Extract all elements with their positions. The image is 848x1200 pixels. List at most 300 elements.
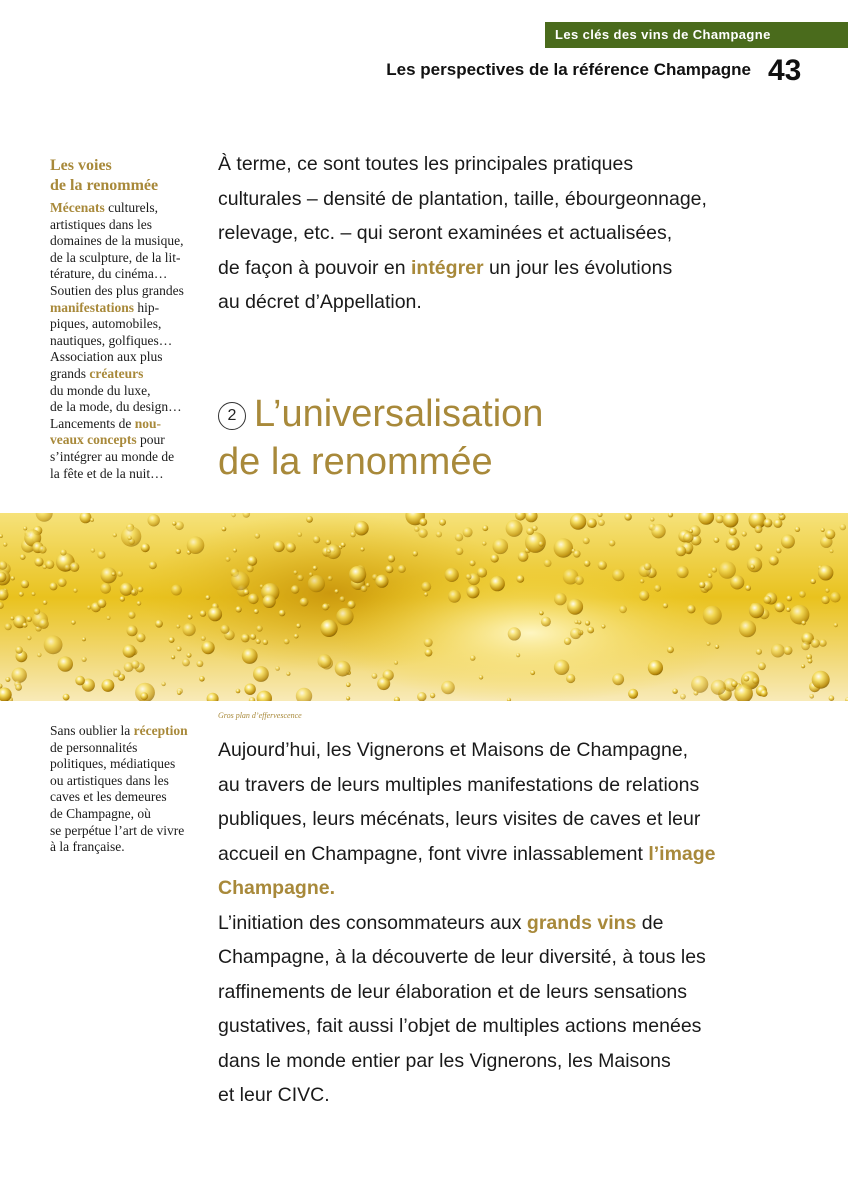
bubble: [756, 649, 762, 655]
bubble: [640, 579, 644, 583]
bubble: [811, 639, 820, 648]
bubble: [82, 657, 87, 662]
text-run: L’initiation des consommateurs aux: [218, 911, 527, 934]
bubble: [612, 569, 624, 581]
bubble: [21, 580, 29, 588]
bubble: [825, 588, 829, 592]
bubble: [786, 596, 792, 602]
bubble: [799, 591, 806, 598]
bubble: [769, 556, 779, 566]
text-run: culturales – densité de plantation, taille, ébourgeonnage,: [218, 187, 707, 210]
text-line: [218, 1009, 778, 1044]
paragraph-intro: [218, 147, 778, 320]
bubble: [120, 596, 125, 601]
bubble: [544, 559, 552, 567]
text-run: Champagne, à la découverte de leur diversité, à tous les: [218, 946, 706, 968]
bubble: [236, 689, 241, 694]
text-run: au décret d’Appellation.: [218, 291, 422, 313]
bubble: [172, 521, 176, 525]
bubble: [297, 575, 303, 581]
bubble: [541, 617, 551, 627]
bubble: [97, 599, 106, 608]
paragraph-image-champagne: [218, 733, 778, 1113]
bubble: [730, 575, 744, 589]
bubble: [236, 606, 242, 612]
bubble: [19, 592, 24, 597]
text-line: [50, 333, 210, 350]
bubble: [176, 549, 181, 554]
bubble: [241, 634, 250, 643]
text-run: Sans oublier la: [50, 723, 134, 738]
bubble: [318, 654, 332, 668]
image-caption: Gros plan d’effervescence: [218, 711, 302, 720]
bubble: [335, 661, 351, 677]
bubble: [322, 603, 329, 610]
bubble: [539, 611, 544, 616]
text-run: se perpétue l’art de vivre: [50, 822, 185, 838]
bubble: [202, 641, 215, 654]
bubble: [128, 611, 135, 618]
bubble: [138, 586, 144, 592]
text-run: la fête et de la nuit…: [50, 465, 164, 481]
bubble: [680, 694, 686, 700]
bubble: [220, 625, 229, 634]
bubble: [205, 595, 210, 600]
bubble: [781, 535, 795, 549]
bubble: [320, 620, 337, 637]
section-heading: [218, 390, 543, 486]
bubble: [340, 596, 346, 602]
text-run: nautiques, golfiques…: [50, 332, 173, 348]
bubble: [412, 551, 418, 557]
text-line: [218, 768, 778, 803]
bubble: [506, 520, 523, 537]
text-line: [218, 906, 778, 941]
bubble: [123, 645, 136, 658]
bubble: [776, 548, 782, 554]
bubble: [293, 570, 297, 574]
bubble: [87, 605, 91, 609]
bubble: [818, 565, 833, 580]
text-line: [50, 399, 210, 416]
bubble: [23, 526, 27, 530]
bubble: [43, 565, 47, 569]
bubble: [445, 568, 459, 582]
bubble: [199, 676, 205, 682]
bubble: [326, 539, 332, 545]
bubble: [554, 660, 569, 675]
bubble: [183, 623, 196, 636]
text-run: raffinements de leur élaboration et de leurs sensations: [218, 980, 688, 1003]
bubble: [254, 609, 259, 614]
bubble: [731, 545, 736, 550]
text-line: [50, 217, 210, 234]
text-run: À terme, ce sont toutes les principales pratiques: [218, 153, 634, 175]
bubble: [573, 550, 581, 558]
text-line: [50, 789, 210, 806]
bubble: [477, 567, 487, 577]
bubble: [758, 662, 766, 670]
bubble: [187, 615, 192, 620]
bubble: [414, 526, 419, 531]
bubble: [424, 592, 428, 596]
bubble: [729, 528, 737, 536]
bubble: [346, 696, 350, 700]
bubble: [112, 572, 116, 576]
bubble: [171, 585, 182, 596]
text-run: publiques, leurs mécénats, leurs visites de caves et leur: [218, 808, 701, 830]
bubble: [755, 543, 763, 551]
bubble: [598, 519, 605, 526]
bubble: [583, 537, 590, 544]
bubble: [253, 666, 269, 682]
bubble: [335, 589, 339, 593]
bubble: [70, 562, 80, 572]
text-line: [218, 940, 778, 975]
bubble: [346, 683, 351, 688]
highlight-term: réception: [133, 723, 188, 738]
bubble: [91, 548, 96, 553]
bubble: [22, 623, 27, 628]
bubble: [360, 547, 364, 551]
bubble: [598, 561, 607, 570]
highlight-term: Mécenats: [50, 200, 105, 215]
bubble: [361, 585, 368, 592]
bubble: [703, 606, 722, 625]
bubble: [177, 691, 181, 695]
bubble: [120, 583, 133, 596]
highlight-term: manifestations: [50, 299, 134, 315]
text-run: de personnalités: [50, 739, 138, 755]
bubble: [575, 576, 584, 585]
bubble: [20, 554, 26, 560]
bubble: [574, 620, 578, 624]
bubble: [708, 573, 713, 578]
bubble: [493, 539, 509, 555]
text-run: culturels,: [104, 200, 158, 215]
bubble: [275, 666, 280, 671]
bubble: [648, 660, 663, 675]
bubble: [801, 621, 806, 626]
text-line: [218, 1078, 778, 1113]
bubble: [149, 561, 157, 569]
bubble: [830, 549, 834, 553]
bubble: [790, 605, 810, 625]
bubble: [117, 571, 123, 577]
bubble: [128, 536, 132, 540]
sidebar-title-line: Les voies: [50, 157, 112, 174]
bubble: [308, 575, 325, 592]
bubble: [148, 514, 160, 526]
bubble: [819, 639, 827, 647]
text-run: dans le monde entier par les Vignerons, les Maisons: [218, 1049, 671, 1072]
bubble: [5, 677, 10, 682]
text-run: Lancements de: [50, 415, 135, 431]
text-line: [218, 1044, 778, 1079]
bubble: [663, 603, 668, 608]
bubble: [749, 603, 764, 618]
bubble: [801, 642, 810, 651]
bubble: [309, 572, 313, 576]
bubble: [742, 531, 747, 536]
bubble: [418, 529, 427, 538]
bubble: [113, 670, 121, 678]
bubble: [131, 590, 136, 595]
bubble: [350, 532, 356, 538]
text-line: [218, 871, 778, 906]
bubble: [539, 541, 544, 546]
bubble: [354, 521, 369, 536]
bubble: [60, 549, 66, 555]
bubble: [201, 636, 206, 641]
bubble: [773, 519, 782, 528]
bubble: [372, 673, 378, 679]
text-run: caves et les demeures: [50, 789, 167, 805]
bubble: [532, 525, 538, 531]
text-run: du monde du luxe,: [50, 382, 151, 398]
text-run: domaines de la musique,: [50, 233, 184, 249]
bubble: [244, 684, 255, 695]
bubble: [775, 602, 785, 612]
bubble: [263, 639, 269, 645]
bubble: [490, 554, 498, 562]
bubble: [256, 639, 261, 644]
bubble: [760, 690, 767, 697]
bubble: [752, 677, 758, 683]
bubble: [463, 527, 473, 537]
bubble: [834, 623, 838, 627]
bubble: [140, 692, 148, 700]
bubble: [273, 541, 285, 553]
bubble: [530, 670, 535, 675]
text-run: grands: [50, 365, 90, 381]
bubble: [419, 518, 427, 526]
bubble: [801, 664, 805, 668]
bubble: [106, 616, 110, 620]
bubble: [570, 513, 586, 529]
text-run: Association aux plus: [50, 349, 163, 365]
bubble: [424, 638, 433, 647]
text-line: [50, 283, 210, 300]
bubble: [100, 583, 111, 594]
highlight-term: grands vins: [526, 911, 637, 934]
bubble: [15, 684, 22, 691]
bubble: [750, 565, 755, 570]
text-line: [50, 233, 210, 250]
bubble: [508, 627, 521, 640]
bubble: [82, 637, 86, 641]
text-run: politiques, médiatiques: [50, 756, 176, 772]
bubble: [3, 542, 7, 546]
bubble: [644, 563, 652, 571]
bubble: [676, 546, 687, 557]
bubble: [64, 564, 70, 570]
highlight-term: intégrer: [410, 256, 484, 279]
bubble: [821, 528, 825, 532]
text-run: de Champagne, où: [50, 805, 151, 821]
bubble: [284, 639, 290, 645]
bubble: [137, 601, 142, 606]
bubble: [328, 576, 333, 581]
bubble: [812, 671, 830, 689]
bubble: [567, 599, 583, 615]
bubble: [246, 565, 253, 572]
bubble: [421, 582, 431, 592]
bubble: [719, 561, 736, 578]
text-run: un jour les évolutions: [483, 256, 673, 279]
sidebar-body: [50, 200, 210, 482]
bubble: [639, 590, 649, 600]
bubble: [242, 648, 258, 664]
bubble: [58, 656, 73, 671]
bubble: [222, 527, 227, 532]
bubble: [171, 655, 175, 659]
bubble: [247, 556, 257, 566]
text-run: à la française.: [50, 839, 125, 855]
bubble: [612, 673, 624, 685]
bubble: [11, 576, 15, 580]
bubble: [398, 565, 406, 573]
text-line: [218, 251, 778, 286]
bubble: [44, 635, 63, 654]
bubble: [584, 560, 591, 567]
bubble: [712, 567, 718, 573]
bubble: [585, 620, 590, 625]
sidebar-title: [50, 156, 210, 196]
text-run: hip-: [134, 299, 160, 315]
bubble: [810, 579, 816, 585]
bubble: [231, 572, 250, 591]
bubble: [490, 576, 505, 591]
text-run: de: [636, 911, 664, 934]
bubble: [467, 585, 480, 598]
text-line: [218, 147, 778, 182]
section-heading-line: [218, 390, 543, 438]
bubble: [187, 536, 205, 554]
bubble: [755, 525, 763, 533]
bubble: [306, 516, 313, 523]
bubble: [711, 680, 726, 695]
bubble: [650, 517, 654, 521]
bubble: [829, 695, 835, 701]
bubble: [628, 689, 638, 699]
section-tab-label: Les clés des vins de Champagne: [555, 27, 771, 42]
text-run: relevage, etc. – qui seront examinées et actualisées,: [218, 222, 673, 244]
bubble: [691, 676, 708, 693]
bubble: [341, 542, 346, 547]
bubble: [624, 513, 631, 520]
text-line: [50, 200, 210, 217]
bubble: [784, 646, 793, 655]
section-number-badge: 2: [218, 402, 246, 430]
bubble: [263, 595, 276, 608]
bubble: [763, 518, 772, 527]
text-line: [50, 756, 210, 773]
text-run: accueil en Champagne, font vivre inlassablement: [218, 842, 649, 865]
bubble: [763, 596, 771, 604]
bubble: [609, 540, 616, 547]
bubble: [225, 557, 230, 562]
bubble: [554, 538, 573, 557]
bubble: [771, 644, 785, 658]
bubble: [694, 691, 699, 696]
text-run: de la sculpture, de la lit-: [50, 249, 181, 265]
bubble: [377, 677, 390, 690]
bubble: [336, 608, 353, 625]
text-run: térature, du cinéma…: [50, 266, 168, 282]
text-line: [50, 416, 210, 433]
bubble: [97, 551, 105, 559]
bubble: [75, 676, 85, 686]
bubble: [651, 524, 665, 538]
bubble: [676, 566, 688, 578]
text-run: artistiques dans les: [50, 216, 152, 232]
bubble: [102, 679, 115, 692]
bubble: [254, 533, 260, 539]
highlight-term: Champagne.: [218, 877, 336, 899]
bubble: [706, 642, 710, 646]
bubble: [619, 605, 627, 613]
bubble: [176, 624, 180, 628]
bubble: [840, 524, 846, 530]
bubble: [197, 660, 204, 667]
bubble: [155, 620, 163, 628]
text-run: au travers de leurs multiples manifestations de relations: [218, 773, 700, 796]
bubble: [667, 646, 674, 653]
bubble: [809, 694, 814, 699]
bubble: [587, 627, 594, 634]
bubble: [425, 649, 433, 657]
bubble: [587, 518, 597, 528]
bubble: [39, 619, 49, 629]
bubble: [448, 590, 461, 603]
text-line: [50, 266, 210, 283]
bubble: [294, 634, 299, 639]
bubble: [455, 533, 463, 541]
bubble: [795, 527, 800, 532]
text-line: [218, 285, 778, 320]
bubble: [27, 636, 32, 641]
bubble: [808, 659, 813, 664]
bubble: [830, 592, 841, 603]
bubble: [743, 676, 749, 682]
text-line: [50, 449, 210, 466]
bubble: [208, 607, 222, 621]
bubble: [177, 646, 182, 651]
champagne-bubbles-image: [0, 513, 848, 701]
bubble: [34, 557, 43, 566]
bubble: [296, 623, 301, 628]
bubble: [169, 637, 175, 643]
bubble: [672, 689, 677, 694]
bubble: [714, 537, 720, 543]
bubble: [10, 616, 14, 620]
bubble: [654, 585, 661, 592]
bubble: [248, 594, 259, 605]
bubble: [43, 600, 48, 605]
text-run: piques, automobiles,: [50, 316, 162, 332]
section-tab: [545, 22, 848, 48]
bubble: [58, 578, 67, 587]
text-line: [218, 975, 778, 1010]
bubble: [436, 531, 442, 537]
bubble: [90, 518, 94, 522]
bubble: [430, 693, 435, 698]
text-line: [50, 466, 210, 483]
bubble: [821, 596, 829, 604]
text-line: [50, 823, 210, 840]
bubble: [12, 668, 27, 683]
